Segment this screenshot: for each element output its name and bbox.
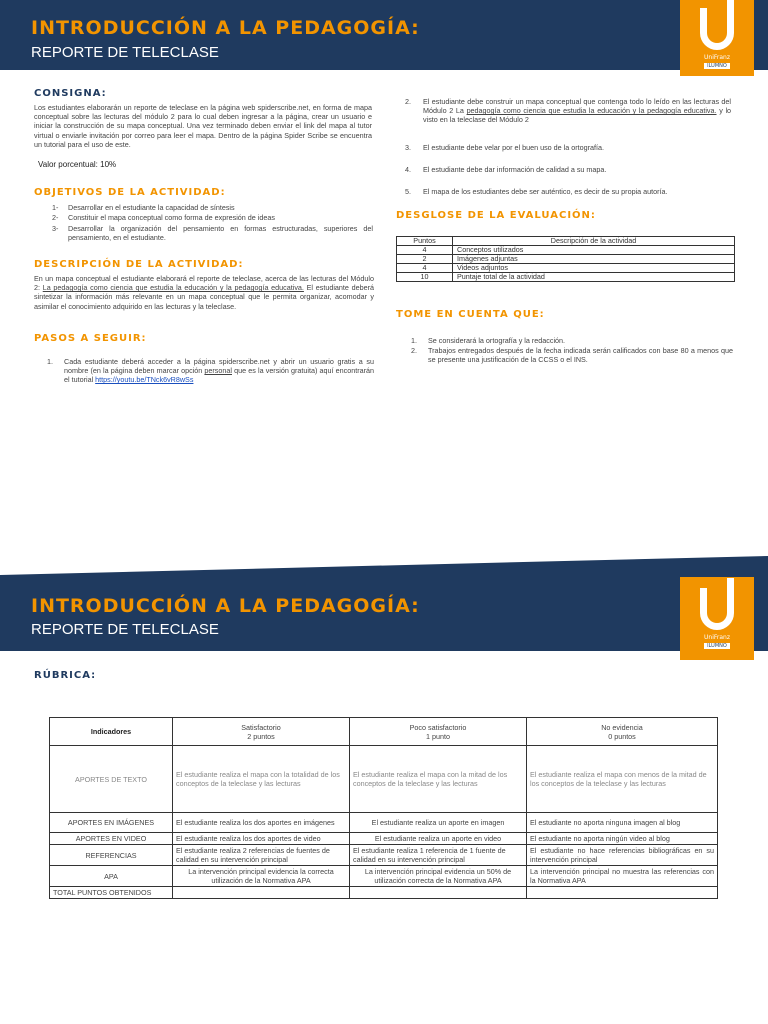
indicator-cell: APORTES EN VIDEO xyxy=(50,833,173,845)
col-poco-satisfactorio-points: 1 punto xyxy=(426,731,450,741)
logo xyxy=(680,0,754,76)
table-row xyxy=(397,273,735,282)
criteria-cell: El estudiante realiza los dos aportes en imágenes xyxy=(173,813,350,833)
col-no-evidencia xyxy=(527,718,718,746)
table-row xyxy=(50,833,718,845)
logo-brand: UniFranz xyxy=(704,53,730,61)
criteria-cell: El estudiante realiza un aporte en imagen xyxy=(350,813,527,833)
table-row xyxy=(397,246,735,255)
criteria-cell: La intervención principal no muestra las referencias con la Normativa APA xyxy=(527,866,718,887)
table-row xyxy=(50,813,718,833)
indicator-cell: APORTES EN IMÁGENES xyxy=(50,813,173,833)
puntos-cell: 2 xyxy=(397,255,453,264)
pasos-heading: PASOS A SEGUIR: xyxy=(34,333,147,344)
page-2-title: INTRODUCCIÓN A LA PEDAGOGÍA: xyxy=(31,595,420,617)
table-row xyxy=(397,264,735,273)
col-no-evidencia-points: 0 puntos xyxy=(608,731,636,741)
descripcion-text-underlined: La pedagogía como ciencia que estudia la educación y la pedagogía educativa. xyxy=(42,283,304,293)
logo-sub: ILUMNO xyxy=(704,63,730,69)
criteria-cell: El estudiante realiza 1 referencia de 1 fuente de calidad en su intervención principal xyxy=(350,845,527,866)
tome-item-2: Trabajos entregados después de la fecha indicada serán calificados con base 80 a menos que se presente una justificación de la CCSS o el INS. xyxy=(428,346,733,365)
objetivo-num-1: 1- xyxy=(52,203,59,212)
paso-2-text-underlined: pedagogía como ciencia que estudia la educación y la pedagogía educativa. xyxy=(466,106,717,116)
descripcion-heading: DESCRIPCIÓN DE LA ACTIVIDAD: xyxy=(34,259,244,270)
tome-num-1: 1. xyxy=(411,336,417,345)
tome-num-2: 2. xyxy=(411,346,417,355)
paso-item-4: El estudiante debe dar información de calidad a su mapa. xyxy=(423,165,607,174)
paso-2-text-a: El estudiante debe construir un mapa conceptual que contenga todo lo leído en las lecturas del Módulo 2 La xyxy=(423,97,731,116)
table-row xyxy=(50,746,718,813)
table-row xyxy=(50,866,718,887)
criteria-cell: El estudiante no aporta ninguna imagen al blog xyxy=(527,813,718,833)
valor-porcentual xyxy=(38,160,116,169)
rubrica-header-row xyxy=(50,718,718,746)
col-descripcion: Descripción de la actividad xyxy=(453,237,735,246)
tome-item-1: Se considerará la ortografía y la redacción. xyxy=(428,336,566,345)
criteria-cell: El estudiante realiza 2 referencias de fuentes de calidad en su intervención principal xyxy=(173,845,350,866)
col-poco-satisfactorio xyxy=(350,718,527,746)
paso-1-text-b: que es la versión gratuita) aquí encontrarán el tutorial xyxy=(64,366,375,385)
rubrica-heading: RÚBRICA: xyxy=(34,670,97,681)
criteria-cell xyxy=(350,887,527,899)
descripcion-text-a: En un mapa conceptual el estudiante elaborará el reporte de teleclase, acerca de las lecturas del Módulo 2: xyxy=(34,274,374,293)
col-satisfactorio-points: 2 puntos xyxy=(247,731,275,741)
objetivo-item-3: Desarrollar la organización del pensamiento en formas estructuradas, superiores del pensamiento, en el estudiante. xyxy=(68,224,373,243)
desglose-table xyxy=(396,236,735,282)
criteria-cell: El estudiante realiza un aporte en video xyxy=(350,833,527,845)
page-title: INTRODUCCIÓN A LA PEDAGOGÍA: xyxy=(31,17,420,39)
descripcion-text-b: El estudiante deberá sintetizar la información más relevante en un mapa conceptual que le permita organizar, acomodar y asimilar el conocimiento adquirido en las lecturas y la teleclase. xyxy=(34,283,375,311)
puntos-cell: 10 xyxy=(397,273,453,282)
paso-1-text-underlined: personal xyxy=(204,366,232,376)
objetivo-item-1: Desarrollar en el estudiante la capacidad de síntesis xyxy=(68,203,235,212)
paso-2-text-b: y lo visto en la teleclase del Módulo 2 xyxy=(423,106,732,125)
tutorial-link[interactable]: https://youtu.be/TNck6vR8wSs xyxy=(95,375,194,385)
consigna-heading: CONSIGNA: xyxy=(34,88,107,99)
table-row xyxy=(397,255,735,264)
criteria-cell: El estudiante realiza el mapa con la mitad de los conceptos de la teleclase y las lecturas xyxy=(350,746,527,813)
indicator-cell: REFERENCIAS xyxy=(50,845,173,866)
paso-num-5: 5. xyxy=(405,187,411,196)
col-puntos: Puntos xyxy=(397,237,453,246)
criteria-cell: El estudiante realiza el mapa con la totalidad de los conceptos de la teleclase y las lecturas xyxy=(173,746,350,813)
paso-item-2 xyxy=(423,97,731,125)
criteria-cell: La intervención principal evidencia un 50% de utilización correcta de la Normativa APA xyxy=(350,866,527,887)
descripcion-text xyxy=(34,274,374,311)
criteria-cell xyxy=(173,887,350,899)
objetivo-item-2: Constituir el mapa conceptual como forma de expresión de ideas xyxy=(68,213,275,222)
col-poco-satisfactorio-label: Poco satisfactorio xyxy=(409,722,467,732)
indicator-cell: APA xyxy=(50,866,173,887)
consigna-text: Los estudiantes elaborarán un reporte de teleclase en la página web spiderscribe.net, en forma de mapa conceptual sobre las lecturas del módulo 2 para lo cual deben ingresar a la página, crear un usuario e iniciar la construcción de su mapa conceptual. Una vez terminado deben enviar el link del mapa al tutor virtual o enviarle invitación por correo para leer el mapa. Dentro de la página Spider Scribe se encuentra un tutorial para el uso de este. xyxy=(34,103,372,149)
logo-u-icon xyxy=(700,8,734,50)
desc-cell: Videos adjuntos xyxy=(453,264,735,273)
objetivo-num-3: 3- xyxy=(52,224,59,233)
col-indicadores: Indicadores xyxy=(50,718,173,746)
paso-num-3: 3. xyxy=(405,143,411,152)
page-subtitle: REPORTE DE TELECLASE xyxy=(31,44,219,61)
table-row xyxy=(50,845,718,866)
indicator-cell: APORTES DE TEXTO xyxy=(50,746,173,813)
desc-cell: Conceptos utilizados xyxy=(453,246,735,255)
puntos-cell: 4 xyxy=(397,246,453,255)
table-row xyxy=(50,887,718,899)
logo-page-2 xyxy=(680,577,754,660)
page-2-subtitle: REPORTE DE TELECLASE xyxy=(31,621,219,638)
logo-sub: ILUMNO xyxy=(704,643,730,649)
rubrica-table xyxy=(49,717,718,899)
criteria-cell: El estudiante no aporta ningún video al blog xyxy=(527,833,718,845)
criteria-cell: El estudiante realiza los dos aportes de video xyxy=(173,833,350,845)
criteria-cell: El estudiante no hace referencias bibliográficas en su intervención principal xyxy=(527,845,718,866)
indicator-cell: TOTAL PUNTOS OBTENIDOS xyxy=(50,887,173,899)
tome-heading: TOME EN CUENTA QUE: xyxy=(396,309,545,320)
logo-u-icon xyxy=(700,588,734,630)
paso-num-2: 2. xyxy=(405,97,411,106)
desglose-heading: DESGLOSE DE LA EVALUACIÓN: xyxy=(396,210,596,221)
valor-value: : 10% xyxy=(95,160,117,169)
criteria-cell xyxy=(527,887,718,899)
paso-num-1: 1. xyxy=(47,357,53,366)
col-no-evidencia-label: No evidencia xyxy=(601,722,643,732)
desc-cell: Puntaje total de la actividad xyxy=(453,273,735,282)
paso-num-4: 4. xyxy=(405,165,411,174)
objetivo-num-2: 2- xyxy=(52,213,59,222)
criteria-cell: La intervención principal evidencia la correcta utilización de la Normativa APA xyxy=(173,866,350,887)
valor-label: Valor porcentual xyxy=(38,160,96,169)
criteria-cell: El estudiante realiza el mapa con menos de la mitad de los conceptos de la teleclase y las lecturas xyxy=(527,746,718,813)
paso-item-1 xyxy=(64,357,374,385)
logo-brand: UniFranz xyxy=(704,634,730,641)
puntos-cell: 4 xyxy=(397,264,453,273)
col-satisfactorio-label: Satisfactorio xyxy=(241,722,281,732)
paso-1-text-a: Cada estudiante deberá acceder a la página spiderscribe.net y abrir un usuario gratis a su nombre (en la página deben marcar opción xyxy=(64,357,374,376)
paso-item-5: El mapa de los estudiantes debe ser auténtico, es decir de su propia autoría. xyxy=(423,187,668,196)
desc-cell: Imágenes adjuntas xyxy=(453,255,735,264)
paso-item-3: El estudiante debe velar por el buen uso de la ortografía. xyxy=(423,143,605,152)
objetivos-heading: OBJETIVOS DE LA ACTIVIDAD: xyxy=(34,187,226,198)
table-header-row xyxy=(397,237,735,246)
col-satisfactorio xyxy=(173,718,350,746)
